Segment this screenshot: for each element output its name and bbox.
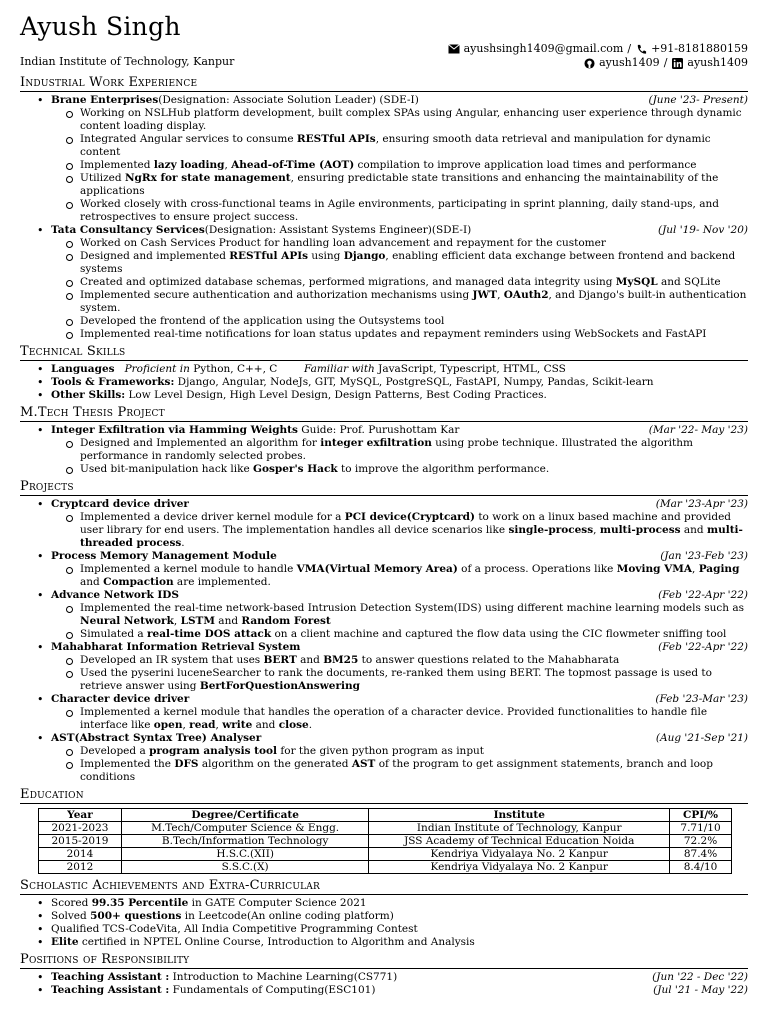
text-run: Used the pyserini luceneSearcher to rank the documents, re-ranked them using BERT. The topmost passage is used to retrieve answer using — [80, 667, 712, 692]
text-run: Implemented a device driver kernel module for a — [80, 511, 345, 523]
text-run: and — [80, 576, 104, 588]
contact-row-2 — [448, 56, 748, 70]
text-run: Designed and Implemented an algorithm for — [80, 437, 321, 449]
email-link[interactable]: ayushsingh1409@gmail.com — [463, 42, 624, 55]
text-run: , — [497, 289, 504, 301]
linkedin-icon — [671, 57, 683, 69]
education-column-header: CPI/% — [670, 809, 732, 822]
designation: (Designation: Associate Solution Leader) (SDE-I) — [158, 94, 419, 106]
project-title: • Process Memory Management Module — [51, 550, 277, 562]
text-run: Ahead-of-Time (AOT) — [231, 159, 355, 171]
text-run: Compaction — [103, 576, 174, 588]
table-row — [39, 822, 732, 835]
experience-heading — [51, 224, 471, 237]
text-run: program analysis tool — [149, 745, 278, 757]
text-run: Implemented a kernel module that handles the operation of a character device. Provided functionalities to handle file interface like — [80, 706, 708, 731]
project-title: • Cryptcard device driver — [51, 498, 189, 510]
position-date: (Jun '22 - Dec '22) — [652, 971, 748, 983]
bullet-point — [51, 463, 748, 476]
project-title: • Advance Network IDS — [51, 589, 179, 601]
text-run: Tools & Frameworks: — [51, 376, 175, 388]
text-run: Solved — [51, 910, 91, 922]
experience-heading — [51, 94, 419, 107]
experience-date: (Jul '19- Nov '20) — [657, 224, 748, 236]
education-column-header: Year — [39, 809, 122, 822]
text-run: , — [692, 563, 699, 575]
text-run: compilation to improve application load times and performance — [354, 159, 697, 171]
text-run: , enabling efficient data exchange between frontend and backend systems — [80, 250, 736, 275]
project-date: (Feb '22-Apr '22) — [658, 641, 748, 653]
text-run: . — [308, 719, 313, 731]
bullet-point — [51, 758, 748, 784]
github-icon — [583, 57, 595, 69]
text-run: algorithm on the generated — [198, 758, 352, 770]
table-cell: Indian Institute of Technology, Kanpur — [369, 822, 670, 835]
text-run: LSTM — [180, 615, 215, 627]
table-cell: Kendriya Vidyalaya No. 2 Kanpur — [369, 848, 670, 861]
text-run: on a client machine and captured the flow data using the CIC flowmeter sniffing tool — [271, 628, 727, 640]
text-run: , ensuring smooth data retrieval and manipulation for dynamic content — [80, 133, 711, 158]
project-title: • Character device driver — [51, 693, 190, 705]
table-cell: M.Tech/Computer Science & Engg. — [121, 822, 368, 835]
text-run: Elite — [51, 936, 79, 948]
table-cell: 8.4/10 — [670, 861, 732, 874]
text-run: write — [222, 719, 253, 731]
text-run: Proficient in — [124, 363, 190, 375]
table-row — [39, 835, 732, 848]
text-run: Implemented real-time notifications for loan status updates and repayment reminders using WebSockets and FastAPI — [80, 328, 707, 340]
text-run: , — [593, 524, 600, 536]
github-link[interactable]: ayush1409 — [599, 56, 660, 69]
position-role: Teaching Assistant : — [51, 984, 170, 996]
bullet-point — [51, 289, 748, 315]
text-run: , — [173, 615, 181, 627]
text-run: RESTful APIs — [229, 250, 309, 262]
text-run: Moving VMA — [616, 563, 692, 575]
text-run: single-process — [508, 524, 594, 536]
bullet-point — [51, 511, 748, 550]
phone-number[interactable]: +91-8181880159 — [651, 42, 748, 55]
text-run: , ensuring predictable state transitions and enhancing the maintainability of the applications — [80, 172, 719, 197]
project-item — [20, 641, 748, 693]
project-item — [20, 589, 748, 641]
project-date: (Feb '23-Mar '23) — [655, 693, 748, 705]
position-heading — [51, 984, 375, 997]
text-run: RESTful APIs — [296, 133, 376, 145]
table-cell: 2015-2019 — [39, 835, 122, 848]
text-run: , — [182, 719, 190, 731]
bullet-point — [51, 198, 748, 224]
contact-separator: / — [627, 42, 632, 55]
project-title: • AST(Abstract Syntax Tree) Analyser — [51, 732, 262, 744]
text-run: BertForQuestionAnswering — [199, 680, 360, 692]
text-run: DFS — [174, 758, 199, 770]
projects-list — [20, 498, 748, 784]
bullet-point — [51, 250, 748, 276]
text-run: to work on a linux based machine and provided user library for end users. The implementation handles all device scenarios like — [80, 511, 732, 536]
skills-list — [20, 363, 748, 402]
project-item — [20, 693, 748, 732]
skill-item — [20, 376, 748, 389]
bullet-point — [51, 237, 748, 250]
text-run: multi-threaded process — [80, 524, 743, 549]
text-run: integer exfiltration — [320, 437, 432, 449]
text-run — [115, 363, 125, 375]
text-run: , — [215, 719, 223, 731]
thesis-list — [20, 424, 748, 476]
skill-item — [20, 389, 748, 402]
bullet-point — [51, 628, 748, 641]
project-points — [51, 602, 748, 641]
text-run: Developed the frontend of the application using the Outsystems tool — [80, 315, 445, 327]
project-item — [20, 732, 748, 784]
section-title-skills: Technical Skills — [20, 344, 748, 361]
candidate-institute: Indian Institute of Technology, Kanpur — [20, 55, 235, 68]
text-run: VMA(Virtual Memory Area) — [296, 563, 458, 575]
text-run: Developed a — [80, 745, 150, 757]
text-run: Implemented a kernel module to handle — [80, 563, 297, 575]
text-run: Integrated Angular services to consume — [80, 133, 297, 145]
bullet-point — [51, 133, 748, 159]
text-run: certified in NPTEL Online Course, Introduction to Algorithm and Analysis — [78, 936, 475, 948]
bullet-point — [51, 745, 748, 758]
position-course: Introduction to Machine Learning(CS771) — [169, 971, 398, 983]
thesis-title: Integer Exfiltration via Hamming Weights — [51, 424, 298, 436]
text-run: Paging — [698, 563, 740, 575]
experience-points — [51, 107, 748, 224]
bullet-point — [51, 654, 748, 667]
project-item — [20, 498, 748, 550]
text-run: Neural Network — [80, 615, 174, 627]
project-points — [51, 511, 748, 550]
bullet-point — [51, 437, 748, 463]
text-run: Python, C++, C — [189, 363, 304, 375]
bullet-point — [51, 706, 748, 732]
skill-item — [20, 363, 748, 376]
text-run: using probe technique. Illustrated the algorithm performance in randomly selected probes. — [80, 437, 693, 462]
project-points — [51, 745, 748, 784]
experience-list — [20, 94, 748, 341]
candidate-name: Ayush Singh — [20, 12, 181, 41]
bullet-point — [51, 107, 748, 133]
table-cell: 2014 — [39, 848, 122, 861]
text-run: Designed and implemented — [80, 250, 230, 262]
education-table — [38, 808, 732, 874]
bullet-point — [51, 159, 748, 172]
table-cell: 2021-2023 — [39, 822, 122, 835]
text-run: Other Skills: — [51, 389, 126, 401]
achievements-list — [20, 897, 748, 949]
text-run: to answer questions related to the Mahabharata — [358, 654, 620, 666]
bullet-point — [51, 563, 748, 589]
section-title-education: Education — [20, 787, 748, 804]
text-run: and — [214, 615, 242, 627]
text-run: , — [224, 159, 232, 171]
project-points — [51, 563, 748, 589]
project-title: • Mahabharat Information Retrieval System — [51, 641, 301, 653]
bullet-point — [51, 172, 748, 198]
achievement-item — [20, 936, 748, 949]
text-run: and — [680, 524, 707, 536]
section-title-positions: Positions of Responsibility — [20, 952, 748, 969]
contact-separator: / — [663, 56, 668, 69]
text-run: Qualified TCS-CodeVita, All India Competitive Programming Contest — [51, 923, 418, 935]
text-run: . — [181, 537, 185, 549]
contact-row-1 — [448, 42, 748, 56]
text-run: AST — [351, 758, 376, 770]
text-run: of a process. Operations like — [457, 563, 617, 575]
position-date: (Jul '21 - May '22) — [653, 984, 748, 996]
phone-icon — [635, 43, 647, 55]
text-run: Used bit-manipulation hack like — [80, 463, 254, 475]
text-run: and — [252, 719, 279, 731]
text-run: multi-process — [599, 524, 681, 536]
text-run: Implemented secure authentication and authorization mechanisms using — [80, 289, 473, 301]
text-run: 99.35 Percentile — [91, 897, 189, 909]
position-item — [20, 984, 748, 997]
education-body — [39, 822, 732, 874]
text-run: open — [153, 719, 183, 731]
achievement-item — [20, 923, 748, 936]
text-run: JavaScript, Typescript, HTML, CSS — [374, 363, 566, 375]
table-cell: Kendriya Vidyalaya No. 2 Kanpur — [369, 861, 670, 874]
table-cell: 2012 — [39, 861, 122, 874]
project-date: (Aug '21-Sep '21) — [655, 732, 748, 744]
text-run: JWT — [472, 289, 498, 301]
resume-header — [20, 10, 748, 72]
text-run: Random Forest — [241, 615, 331, 627]
text-run: lazy loading — [153, 159, 225, 171]
position-course: Fundamentals of Computing(ESC101) — [169, 984, 376, 996]
text-run: Worked closely with cross-functional teams in Agile environments, participating in sprint planning, daily stand-ups, and retrospectives to ensure project success. — [80, 198, 719, 223]
text-run: in GATE Computer Science 2021 — [188, 897, 367, 909]
text-run: are implemented. — [173, 576, 271, 588]
company-name: Tata Consultancy Services — [51, 224, 205, 236]
contact-block — [448, 42, 748, 70]
text-run: Implemented the real-time network-based Intrusion Detection System(IDS) using different machine learning models such as — [80, 602, 744, 614]
table-cell: S.S.C.(X) — [121, 861, 368, 874]
experience-item — [20, 224, 748, 341]
table-cell: H.S.C.(XII) — [121, 848, 368, 861]
section-title-projects: Projects — [20, 479, 748, 496]
experience-item — [20, 94, 748, 224]
text-run: Scored — [51, 897, 92, 909]
thesis-points — [51, 437, 748, 476]
text-run: Worked on Cash Services Product for handling loan advancement and repayment for the customer — [80, 237, 606, 249]
experience-date: (June '23- Present) — [648, 94, 748, 106]
position-item — [20, 971, 748, 984]
text-run: NgRx for state management — [124, 172, 291, 184]
text-run: Django — [343, 250, 386, 262]
education-header-row — [39, 809, 732, 822]
text-run: and SQLite — [657, 276, 721, 288]
table-cell: 7.71/10 — [670, 822, 732, 835]
table-cell: 87.4% — [670, 848, 732, 861]
text-run: Implemented the — [80, 758, 175, 770]
education-column-header: Degree/Certificate — [121, 809, 368, 822]
project-date: (Feb '22-Apr '22) — [658, 589, 748, 601]
text-run: Utilized — [80, 172, 125, 184]
text-run: Familiar with — [304, 363, 375, 375]
text-run: and — [296, 654, 324, 666]
table-cell: JSS Academy of Technical Education Noida — [369, 835, 670, 848]
project-points — [51, 654, 748, 693]
section-title-achievements: Scholastic Achievements and Extra-Curricular — [20, 878, 748, 895]
linkedin-link[interactable]: ayush1409 — [687, 56, 748, 69]
table-cell: 72.2% — [670, 835, 732, 848]
thesis-item — [20, 424, 748, 476]
section-title-experience: Industrial Work Experience — [20, 75, 748, 92]
bullet-point — [51, 328, 748, 341]
bullet-point — [51, 315, 748, 328]
text-run: Implemented — [80, 159, 154, 171]
text-run: Languages — [51, 363, 115, 375]
text-run: Simulated a — [80, 628, 147, 640]
bullet-point — [51, 667, 748, 693]
text-run: 500+ questions — [90, 910, 182, 922]
project-date: (Mar '23-Apr '23) — [655, 498, 748, 510]
text-run: read — [189, 719, 216, 731]
thesis-guide: Guide: Prof. Purushottam Kar — [297, 424, 460, 436]
table-row — [39, 848, 732, 861]
text-run: close — [278, 719, 309, 731]
text-run: BERT — [263, 654, 297, 666]
project-item — [20, 550, 748, 589]
achievement-item — [20, 910, 748, 923]
text-run: Developed an IR system that uses — [80, 654, 264, 666]
text-run: , and Django's built-in authentication system. — [80, 289, 747, 314]
text-run: of the program to get assignment statements, branch and loop conditions — [80, 758, 713, 783]
company-name: Brane Enterprises — [51, 94, 159, 106]
text-run: in Leetcode(An online coding platform) — [181, 910, 394, 922]
thesis-date: (Mar '22- May '23) — [648, 424, 748, 436]
text-run: MySQL — [615, 276, 658, 288]
position-role: Teaching Assistant : — [51, 971, 170, 983]
position-heading — [51, 971, 397, 984]
text-run: Working on NSLHub platform development, built complex SPAs using Angular, enhancing user experience through dynamic content loading display. — [80, 107, 742, 132]
text-run: using — [308, 250, 344, 262]
text-run: real-time DOS attack — [146, 628, 272, 640]
table-cell: B.Tech/Information Technology — [121, 835, 368, 848]
positions-list — [20, 971, 748, 997]
text-run: Django, Angular, NodeJs, GIT, MySQL, PostgreSQL, FastAPI, Numpy, Pandas, Scikit-learn — [174, 376, 654, 388]
achievement-item — [20, 897, 748, 910]
table-row — [39, 861, 732, 874]
experience-points — [51, 237, 748, 341]
section-title-thesis: M.Tech Thesis Project — [20, 405, 748, 422]
text-run: to improve the algorithm performance. — [337, 463, 550, 475]
designation: (Designation: Assistant Systems Engineer)(SDE-I) — [204, 224, 472, 236]
text-run: for the given python program as input — [277, 745, 485, 757]
text-run: Low Level Design, High Level Design, Design Patterns, Best Coding Practices. — [125, 389, 547, 401]
text-run: PCI device(Cryptcard) — [344, 511, 475, 523]
project-date: (Jan '23-Feb '23) — [660, 550, 748, 562]
text-run: Created and optimized database schemas, performed migrations, and managed data integrity using — [80, 276, 616, 288]
education-column-header: Institute — [369, 809, 670, 822]
text-run: Gosper's Hack — [253, 463, 338, 475]
text-run: BM25 — [323, 654, 359, 666]
bullet-point — [51, 602, 748, 628]
envelope-icon — [448, 43, 460, 55]
project-points — [51, 706, 748, 732]
text-run: OAuth2 — [503, 289, 549, 301]
bullet-point — [51, 276, 748, 289]
